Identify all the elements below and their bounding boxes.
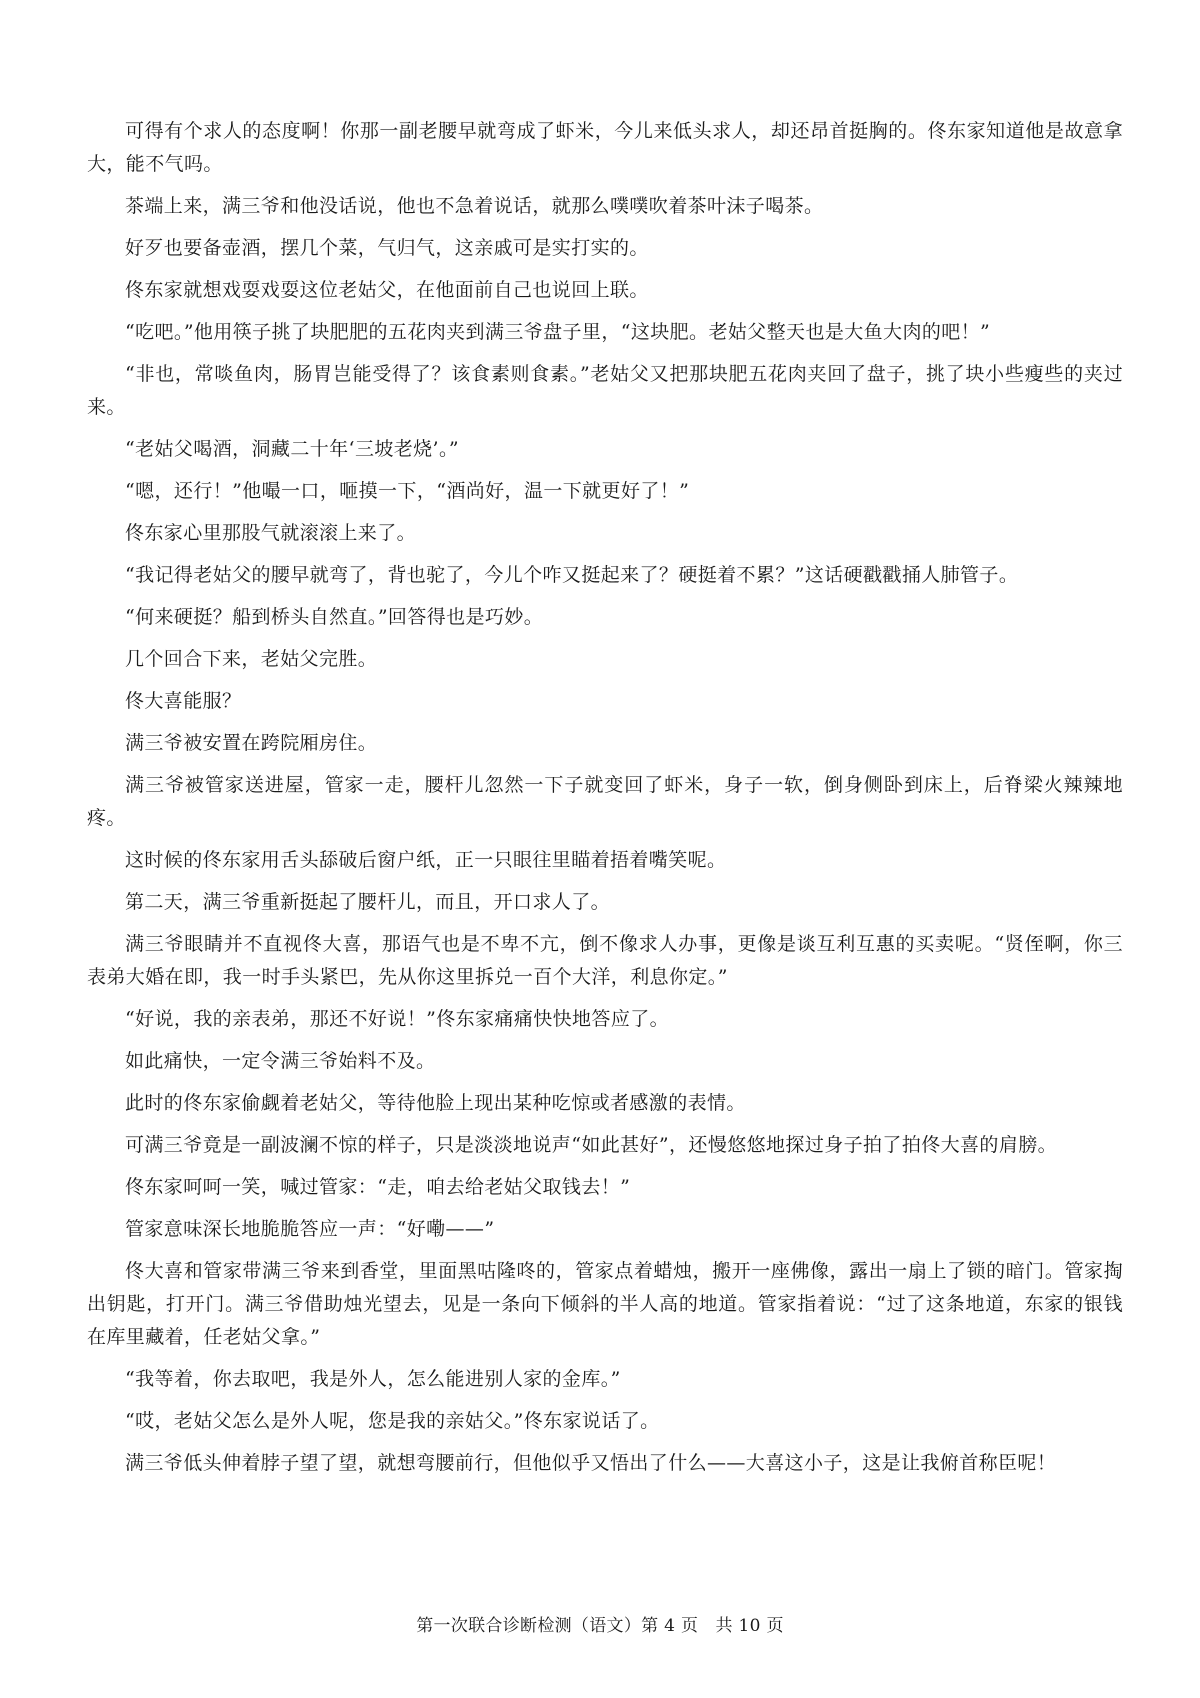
paragraph: “我记得老姑父的腰早就弯了，背也驼了，今儿个咋又挺起来了？硬挺着不累？”这话硬戳戳捅人肺管子。	[125, 564, 1019, 586]
paragraph: “老姑父喝酒，洞藏二十年‘三坡老烧’。”	[125, 438, 460, 460]
paragraph: “吃吧。”他用筷子挑了块肥肥的五花肉夹到满三爷盘子里，“这块肥。老姑父整天也是大鱼大肉的吧！”	[125, 321, 991, 343]
body-text	[87, 115, 1123, 1489]
paragraph: “非也，常啖鱼肉，肠胃岂能受得了？该食素则食素。”老姑父又把那块肥五花肉夹回了盘子，挑了块小些瘦些的夹过来。	[87, 363, 1123, 418]
paragraph: 几个回合下来，老姑父完胜。	[125, 648, 378, 670]
paragraph: 满三爷眼睛并不直视佟大喜，那语气也是不卑不亢，倒不像求人办事，更像是谈互利互惠的买卖呢。“贤侄啊，你三表弟大婚在即，我一时手头紧巴，先从你这里拆兑一百个大洋，利息你定。”	[87, 933, 1123, 988]
paragraph: 管家意味深长地脆脆答应一声：“好嘞——”	[125, 1218, 495, 1240]
paragraph: 满三爷被管家送进屋，管家一走，腰杆儿忽然一下子就变回了虾米，身子一软，倒身侧卧到床上，后脊梁火辣辣地疼。	[87, 774, 1123, 829]
paragraph: “好说，我的亲表弟，那还不好说！”佟东家痛痛快快地答应了。	[125, 1008, 670, 1030]
paragraph: 第二天，满三爷重新挺起了腰杆儿，而且，开口求人了。	[125, 891, 611, 913]
paragraph: “哎，老姑父怎么是外人呢，您是我的亲姑父。”佟东家说话了。	[125, 1410, 660, 1432]
paragraph: 佟大喜能服？	[125, 690, 242, 712]
paragraph: “我等着，你去取吧，我是外人，怎么能进别人家的金库。”	[125, 1368, 621, 1390]
paragraph: 佟大喜和管家带满三爷来到香堂，里面黑咕隆咚的，管家点着蜡烛，搬开一座佛像，露出一扇上了锁的暗门。管家掏出钥匙，打开门。满三爷借助烛光望去，见是一条向下倾斜的半人高的地道。管家指着说：“过了这条地道，东家的银钱在库里藏着，任老姑父拿。”	[87, 1260, 1123, 1348]
paragraph: 佟东家呵呵一笑，喊过管家：“走，咱去给老姑父取钱去！”	[125, 1176, 631, 1198]
paragraph: 好歹也要备壶酒，摆几个菜，气归气，这亲戚可是实打实的。	[125, 237, 649, 259]
paragraph: 满三爷低头伸着脖子望了望，就想弯腰前行，但他似乎又悟出了什么——大喜这小子，这是让我俯首称臣呢！	[125, 1452, 1057, 1474]
paragraph: “何来硬挺？船到桥头自然直。”回答得也是巧妙。	[125, 606, 544, 628]
paragraph: 此时的佟东家偷觑着老姑父，等待他脸上现出某种吃惊或者感激的表情。	[125, 1092, 746, 1114]
paragraph: 可满三爷竟是一副波澜不惊的样子，只是淡淡地说声“如此甚好”，还慢悠悠地探过身子拍了拍佟大喜的肩膀。	[125, 1134, 1058, 1156]
paragraph: 如此痛快，一定令满三爷始料不及。	[125, 1050, 436, 1072]
paragraph: 茶端上来，满三爷和他没话说，他也不急着说话，就那么噗噗吹着茶叶沫子喝茶。	[125, 195, 824, 217]
paragraph: 可得有个求人的态度啊！你那一副老腰早就弯成了虾米，今儿来低头求人，却还昂首挺胸的。佟东家知道他是故意拿大，能不气吗。	[87, 120, 1123, 175]
paragraph: 满三爷被安置在跨院厢房住。	[125, 732, 378, 754]
page-footer: 第一次联合诊断检测（语文）第 4 页 共 10 页	[416, 1616, 784, 1636]
paragraph: 佟东家就想戏耍戏耍这位老姑父，在他面前自己也说回上联。	[125, 279, 649, 301]
paragraph: 佟东家心里那股气就滚滚上来了。	[125, 522, 417, 544]
paragraph: 这时候的佟东家用舌头舔破后窗户纸，正一只眼往里瞄着捂着嘴笑呢。	[125, 849, 727, 871]
paragraph: “嗯，还行！”他嘬一口，咂摸一下，“酒尚好，温一下就更好了！”	[125, 480, 690, 502]
